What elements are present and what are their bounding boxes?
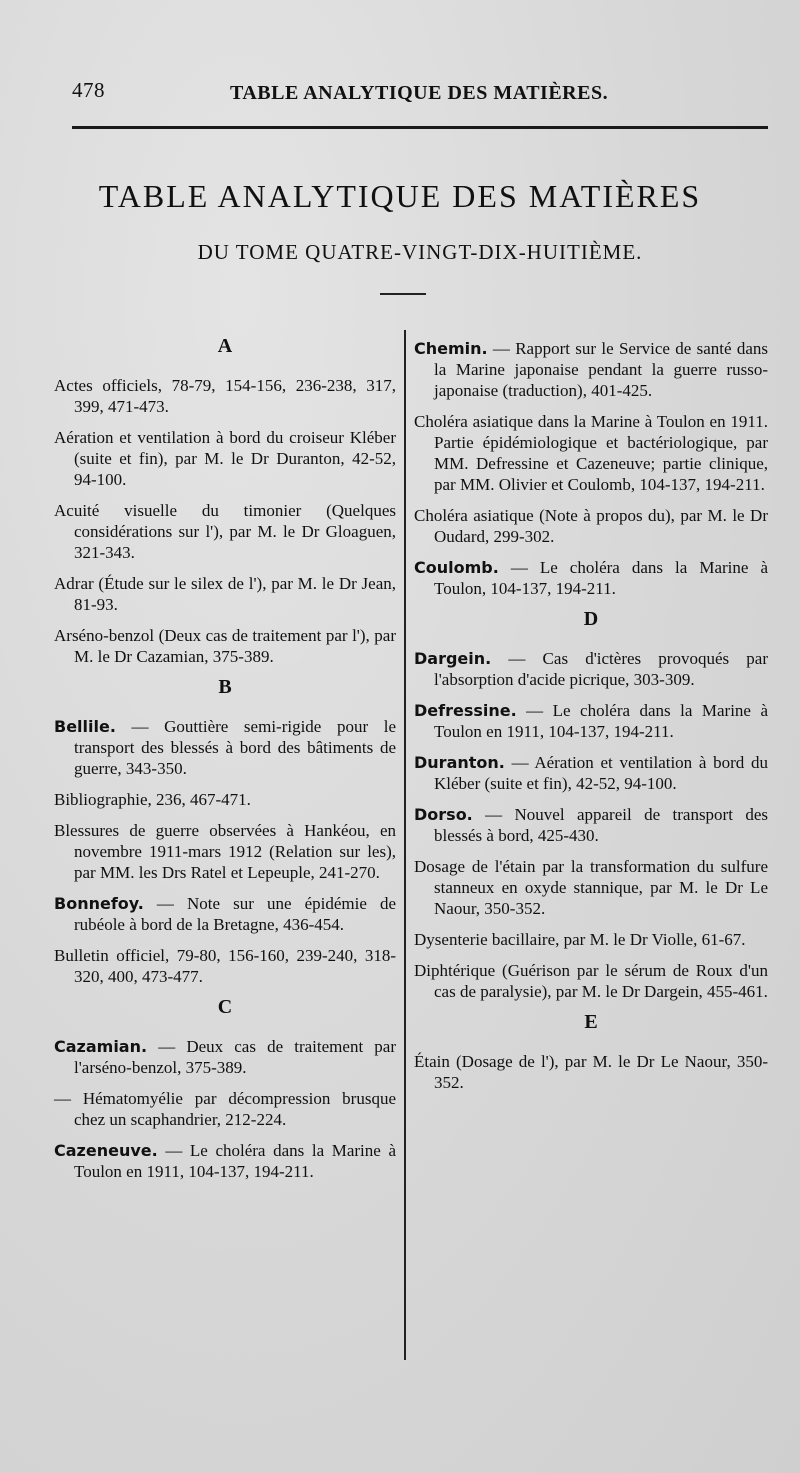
entry-text: — Gouttière semi-rigide pour le transport des blessés à bord des bâtiments de guerre, 343-350. <box>74 717 396 778</box>
entry-text: — Rapport sur le Service de santé dans la Marine japonaise pendant la guerre russo-japonaise (traduction), 401-425. <box>434 339 768 400</box>
entry-text: Acuité visuelle du timonier (Quelques considérations sur l'), par M. le Dr Gloaguen, 321-343. <box>54 501 396 562</box>
index-entry <box>54 625 396 667</box>
index-entry <box>54 820 396 883</box>
section-letter: D <box>583 608 599 630</box>
entry-text: — Note sur une épidémie de rubéole à bord de la Bretagne, 436-454. <box>74 894 396 934</box>
index-entry <box>414 1051 768 1093</box>
entry-text: Actes officiels, 78-79, 154-156, 236-238, 317, 399, 471-473. <box>54 376 396 416</box>
entry-text: Étain (Dosage de l'), par M. le Dr Le Naour, 350-352. <box>414 1052 768 1092</box>
entry-head: Chemin. <box>414 339 488 358</box>
right-column <box>414 338 768 1103</box>
entry-head: Dargein. <box>414 649 492 668</box>
index-entry <box>54 945 396 987</box>
entry-head: Defressine. <box>414 701 517 720</box>
entry-text: Dosage de l'étain par la transformation du sulfure stanneux en oxyde stannique, par M. le Dr Le Naour, 350-352. <box>414 857 768 918</box>
index-entry <box>414 960 768 1002</box>
section-letter: C <box>217 996 233 1018</box>
entry-text: — Le choléra dans la Marine à Toulon, 104-137, 194-211. <box>434 558 768 598</box>
entry-head: Bellile. <box>54 717 116 736</box>
index-entry <box>414 338 768 401</box>
entry-text: — Cas d'ictères provoqués par l'absorption d'acide picrique, 303-309. <box>434 649 768 689</box>
entry-text: Aération et ventilation à bord du croiseur Kléber (suite et fin), par M. le Dr Duranton, 42-52, 94-100. <box>54 428 396 489</box>
page-title: TABLE ANALYTIQUE DES MATIÈRES <box>98 178 702 214</box>
index-entry <box>414 856 768 919</box>
title-divider <box>380 293 426 295</box>
index-entry <box>414 929 768 950</box>
entry-head: Coulomb. <box>414 558 499 577</box>
entry-text: Bulletin officiel, 79-80, 156-160, 239-240, 318-320, 400, 473-477. <box>54 946 396 986</box>
entry-text: Arséno-benzol (Deux cas de traitement par l'), par M. le Dr Cazamian, 375-389. <box>54 626 396 666</box>
entry-text: Adrar (Étude sur le silex de l'), par M. le Dr Jean, 81-93. <box>54 574 396 614</box>
page-subtitle: DU TOME QUATRE-VINGT-DIX-HUITIÈME. <box>197 240 643 264</box>
entry-text: Dysenterie bacillaire, par M. le Dr Violle, 61-67. <box>414 930 746 949</box>
running-title: TABLE ANALYTIQUE DES MATIÈRES. <box>230 82 609 104</box>
index-entry <box>54 716 396 779</box>
index-entry <box>54 1088 396 1130</box>
entry-head: Bonnefoy. <box>54 894 144 913</box>
section-letter: E <box>584 1011 598 1033</box>
column-divider <box>404 330 406 1360</box>
entry-text: — Deux cas de traitement par l'arséno-benzol, 375-389. <box>74 1037 396 1077</box>
index-entry <box>54 375 396 417</box>
index-entry <box>54 893 396 935</box>
entry-head: Cazamian. <box>54 1037 148 1056</box>
entry-text: — Le choléra dans la Marine à Toulon en 1911, 104-137, 194-211. <box>434 701 768 741</box>
entry-text: — Aération et ventilation à bord du Kléber (suite et fin), 42-52, 94-100. <box>434 753 768 793</box>
index-entry <box>54 789 396 810</box>
index-entry <box>54 1140 396 1182</box>
entry-text: — Hématomyélie par décompression brusque chez un scaphandrier, 212-224. <box>54 1089 396 1129</box>
entry-head: Dorso. <box>414 805 473 824</box>
index-entry <box>54 500 396 563</box>
page-number: 478 <box>72 78 105 102</box>
section-letter: A <box>217 335 233 357</box>
index-entry <box>414 648 768 690</box>
section-letter: B <box>218 676 232 698</box>
index-entry <box>414 505 768 547</box>
entry-head: Duranton. <box>414 753 505 772</box>
index-entry <box>414 700 768 742</box>
entry-text: Diphtérique (Guérison par le sérum de Roux d'un cas de paralysie), par M. le Dr Dargein, 455-461. <box>414 961 768 1001</box>
entry-text: — Le choléra dans la Marine à Toulon en 1911, 104-137, 194-211. <box>74 1141 396 1181</box>
index-entry <box>54 573 396 615</box>
entry-text: Bibliographie, 236, 467-471. <box>54 790 251 809</box>
index-entry <box>54 427 396 490</box>
index-entry <box>414 557 768 599</box>
entry-text: Choléra asiatique (Note à propos du), par M. le Dr Oudard, 299-302. <box>414 506 768 546</box>
entry-head: Cazeneuve. <box>54 1141 158 1160</box>
index-entry <box>414 804 768 846</box>
entry-text: Choléra asiatique dans la Marine à Toulon en 1911. Partie épidémiologique et bactériologique, par MM. Defressine et Cazeneuve; partie clinique, par MM. Olivier et Coulomb, 104-137, 194-211. <box>414 412 768 494</box>
index-entry <box>54 1036 396 1078</box>
header-rule <box>72 126 768 129</box>
entry-text: — Nouvel appareil de transport des blessés à bord, 425-430. <box>434 805 768 845</box>
index-entry <box>414 752 768 794</box>
left-column <box>54 330 396 1192</box>
entry-text: Blessures de guerre observées à Hankéou, en novembre 1911-mars 1912 (Relation sur les), par MM. les Drs Ratel et Lepeuple, 241-270. <box>54 821 396 882</box>
index-entry <box>414 411 768 495</box>
